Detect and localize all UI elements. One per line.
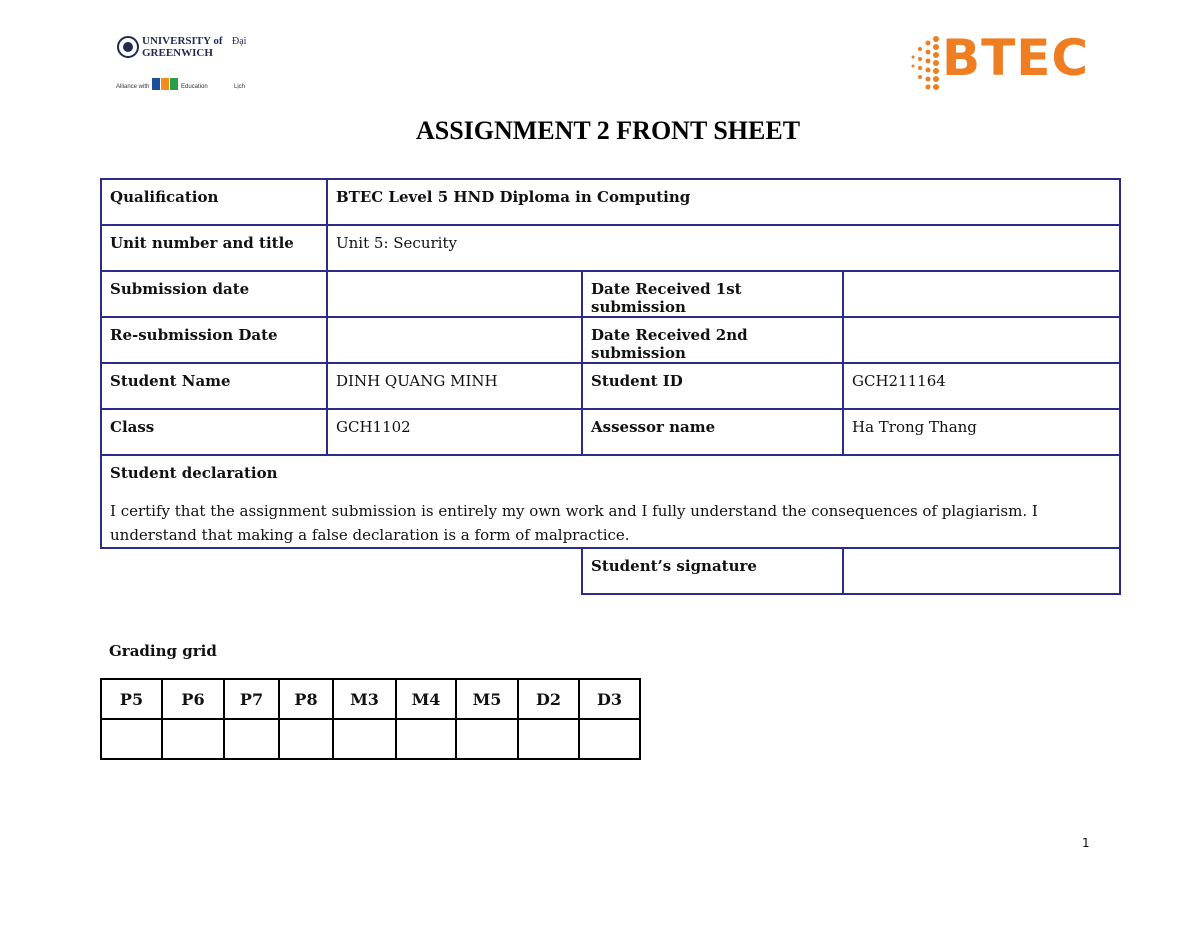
grade-cell[interactable] (518, 719, 579, 759)
grade-header: P7 (224, 679, 279, 719)
date-received-1-field[interactable] (843, 271, 1120, 317)
signature-row (101, 548, 1120, 594)
grade-header: P8 (279, 679, 333, 719)
grade-cell[interactable] (456, 719, 518, 759)
assessor-label: Assessor name (582, 409, 843, 455)
grade-cell[interactable] (579, 719, 640, 759)
page-number: 1 (1082, 836, 1090, 850)
declaration-title: Student declaration (110, 464, 278, 482)
declaration-text: I certify that the assignment submission is entirely my own work and I fully understand the consequences of plagiarism. I understand that making a false declaration is a form of malpractice. (110, 502, 1038, 544)
class-value: GCH1102 (327, 409, 582, 455)
btec-wordmark: BTEC (942, 29, 1090, 87)
class-label: Class (101, 409, 327, 455)
submission-row (101, 271, 1120, 317)
grade-header: M5 (456, 679, 518, 719)
student-id-label: Student ID (582, 363, 843, 409)
signature-label: Student’s signature (582, 548, 843, 594)
btec-dots-icon (908, 33, 942, 93)
grading-value-row (101, 719, 640, 759)
front-sheet-table (100, 178, 1121, 595)
grade-header: M4 (396, 679, 456, 719)
btec-logo (908, 29, 1094, 93)
grading-header-row (101, 679, 640, 719)
resubmission-row (101, 317, 1120, 363)
grade-header: D3 (579, 679, 640, 719)
resubmission-date-field[interactable] (327, 317, 582, 363)
submission-date-label: Submission date (101, 271, 327, 317)
grade-header: P5 (101, 679, 162, 719)
grade-cell[interactable] (333, 719, 396, 759)
svg-text:Đại: Đại (232, 36, 247, 47)
unit-value: Unit 5: Security (327, 225, 1120, 271)
class-row (101, 409, 1120, 455)
qualification-label: Qualification (101, 179, 327, 225)
svg-text:UNIVERSITY of: UNIVERSITY of (142, 35, 223, 47)
grade-cell[interactable] (162, 719, 224, 759)
grade-cell[interactable] (396, 719, 456, 759)
grading-grid-label: Grading grid (109, 642, 217, 660)
svg-text:Education: Education (181, 84, 208, 90)
student-id-value: GCH211164 (843, 363, 1120, 409)
qualification-row (101, 179, 1120, 225)
grading-grid (100, 678, 641, 760)
declaration-row (101, 455, 1120, 548)
submission-date-field[interactable] (327, 271, 582, 317)
svg-text:GREENWICH: GREENWICH (142, 47, 213, 59)
grade-cell[interactable] (279, 719, 333, 759)
signature-spacer (101, 548, 582, 594)
resubmission-date-label: Re-submission Date (101, 317, 327, 363)
grade-header: P6 (162, 679, 224, 719)
page-title: ASSIGNMENT 2 FRONT SHEET (415, 116, 801, 145)
grade-cell[interactable] (101, 719, 162, 759)
date-received-2-field[interactable] (843, 317, 1120, 363)
unit-label: Unit number and title (101, 225, 327, 271)
student-name-label: Student Name (101, 363, 327, 409)
university-greenwich-logo (116, 32, 266, 94)
student-declaration (101, 455, 1120, 548)
grade-cell[interactable] (224, 719, 279, 759)
date-received-1-label: Date Received 1st submission (582, 271, 843, 317)
date-received-2-label: Date Received 2nd submission (582, 317, 843, 363)
qualification-value: BTEC Level 5 HND Diploma in Computing (327, 179, 1120, 225)
assessor-value: Ha Trong Thang (843, 409, 1120, 455)
student-row (101, 363, 1120, 409)
grade-header: M3 (333, 679, 396, 719)
student-name-value: DINH QUANG MINH (327, 363, 582, 409)
signature-field[interactable] (843, 548, 1120, 594)
svg-text:Lịch: Lịch (234, 84, 246, 90)
grade-header: D2 (518, 679, 579, 719)
unit-row (101, 225, 1120, 271)
svg-text:Alliance with: Alliance with (116, 84, 150, 90)
